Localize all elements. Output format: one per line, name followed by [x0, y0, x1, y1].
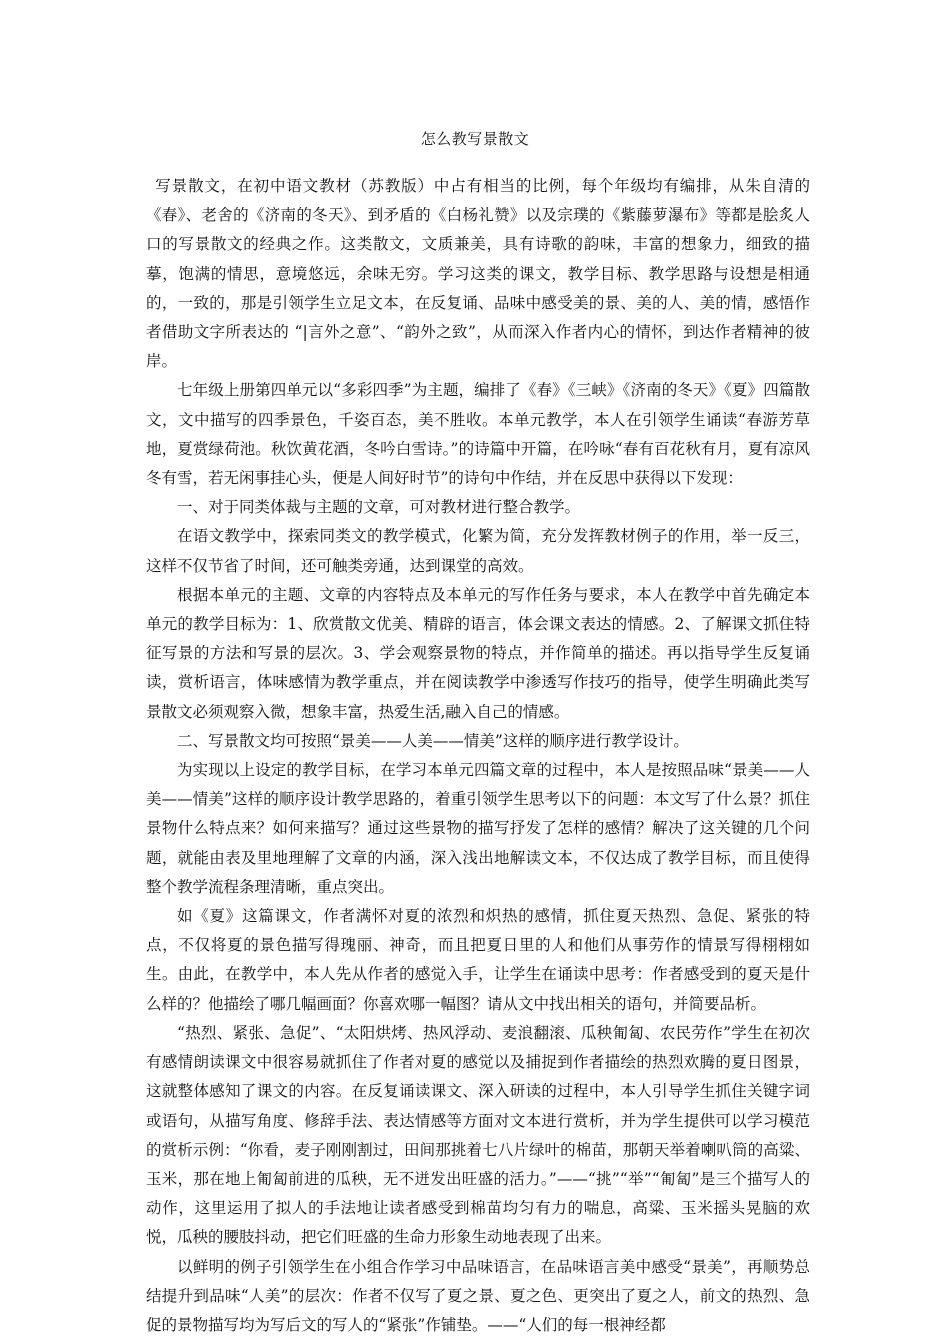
document-title: 怎么教写景散文 — [420, 130, 530, 148]
paragraph: “热烈、紧张、急促”、“太阳烘烤、热风浮动、麦浪翻滚、瓜秧匍匐、农民劳作”学生在初次有感情朗读课文中很容易就抓住了作者对夏的感觉以及捕捉到作者描绘的热烈欢腾的夏日图景，这就整体感知了课文的内容。在反复诵读课文、深入研读的过程中，本人引导学生抓住关键字词或语句，从描写角度、修辞手法、表达情感等方面对文本进行赏析，并为学生提供可以学习模范的赏析示例：“你看，麦子刚刚割过，田间那挑着七八片绿叶的棉苗，那朝天举着喇叭筒的高粱、玉米，那在地上匍匐前进的瓜秧，无不迸发出旺盛的活力。”——“挑”“举”“匍匐”是三个描写人的动作，这里运用了拟人的手法地让读者感受到棉苗均匀有力的喘息，高粱、玉米摇头晃脑的欢悦，瓜秧的腰肢抖动，把它们旺盛的生命力形象生动地表现了出来。 — [146, 1023, 810, 1247]
paragraph: 为实现以上设定的教学目标，在学习本单元四篇文章的过程中，本人是按照品味“景美——人美——情美”这样的顺序设计教学思路的，着重引领学生思考以下的问题：本文写了什么景？抓住景物什么特点来？如何来描写？通过这些景物的描写抒发了怎样的感情？解决了这关键的几个问题，就能由表及里地理解了文章的内涵，深入浅出地解读文本，不仅达成了教学目标，而且使得整个教学流程条理清晰，重点突出。 — [146, 761, 810, 896]
paragraph: 写景散文，在初中语文教材（苏教版）中占有相当的比例，每个年级均有编排，从朱自清的《春》、老舍的《济南的冬天》、到矛盾的《白杨礼赞》以及宗璞的《紫藤萝瀑布》等都是脍炙人口的写景散文的经典之作。这类散文，文质兼美，具有诗歌的韵味，丰富的想象力，细致的描摹，饱满的情思，意境悠远，余味无穷。学习这类的课文，教学目标、教学思路与设想是相通的，一致的，那是引领学生立足文本，在反复诵、品味中感受美的景、美的人、美的情，感悟作者借助文字所表达的 “|言外之意”、“韵外之致”，从而深入作者内心的情怀，到达作者精神的彼岸。 — [146, 177, 810, 371]
paragraph: 七年级上册第四单元以“多彩四季”为主题，编排了《春》《三峡》《济南的冬天》《夏》四篇散文，文中描写的四季景色，千姿百态，美不胜收。本单元教学，本人在引领学生诵读“春游芳草地，夏赏绿荷池。秋饮黄花酒，冬吟白雪诗。”的诗篇中开篇，在吟咏“春有百花秋有月，夏有凉风冬有雪，若无闲事挂心头，便是人间好时节”的诗句中作结，并在反思中获得以下发现： — [146, 381, 810, 488]
section-heading: 一、对于同类体裁与主题的文章，可对教材进行整合教学。 — [177, 498, 581, 517]
paragraph: 根据本单元的主题、文章的内容特点及本单元的写作任务与要求，本人在教学中首先确定本单元的教学目标为：1、欣赏散文优美、精辟的语言，体会课文表达的情感。2、了解课文抓住特征写景的方法和写景的层次。3、学会观察景物的特点，并作简单的描述。再以指导学生反复诵读，赏析语言，体味感情为教学重点，并在阅读教学中渗透写作技巧的指导，使学生明确此类写景散文必须观察入微，想象丰富，热爱生活,融入自己的情感。 — [146, 585, 810, 721]
section-heading: 二、写景散文均可按照“景美——人美——情美”这样的顺序进行教学设计。 — [177, 731, 689, 750]
document-body — [146, 172, 810, 1340]
paragraph: 在语文教学中，探索同类文的教学模式，化繁为简，充分发挥教材例子的作用，举一反三，这样不仅节省了时间，还可触类旁通，达到课堂的高效。 — [146, 527, 810, 575]
paragraph: 如《夏》这篇课文，作者满怀对夏的浓烈和炽热的感情，抓住夏天热烈、急促、紧张的特点，不仅将夏的景色描写得瑰丽、神奇，而且把夏日里的人和他们从事劳作的情景写得栩栩如生。由此，在教学中，本人先从作者的感觉入手，让学生在诵读中思考：作者感受到的夏天是什么样的？他描绘了哪几幅画面？你喜欢哪一幅图？请从文中找出相关的语句，并简要品析。 — [146, 907, 810, 1013]
paragraph: 以鲜明的例子引领学生在小组合作学习中品味语言，在品味语言美中感受“景美”，再顺势总结提升到品味“人美”的层次：作者不仅写了夏之景、夏之色、更突出了夏之人，前文的热烈、急促的景物描写均为写后文的写人的“紧张”作铺垫。——“人们的每一根神经都 — [146, 1257, 810, 1334]
